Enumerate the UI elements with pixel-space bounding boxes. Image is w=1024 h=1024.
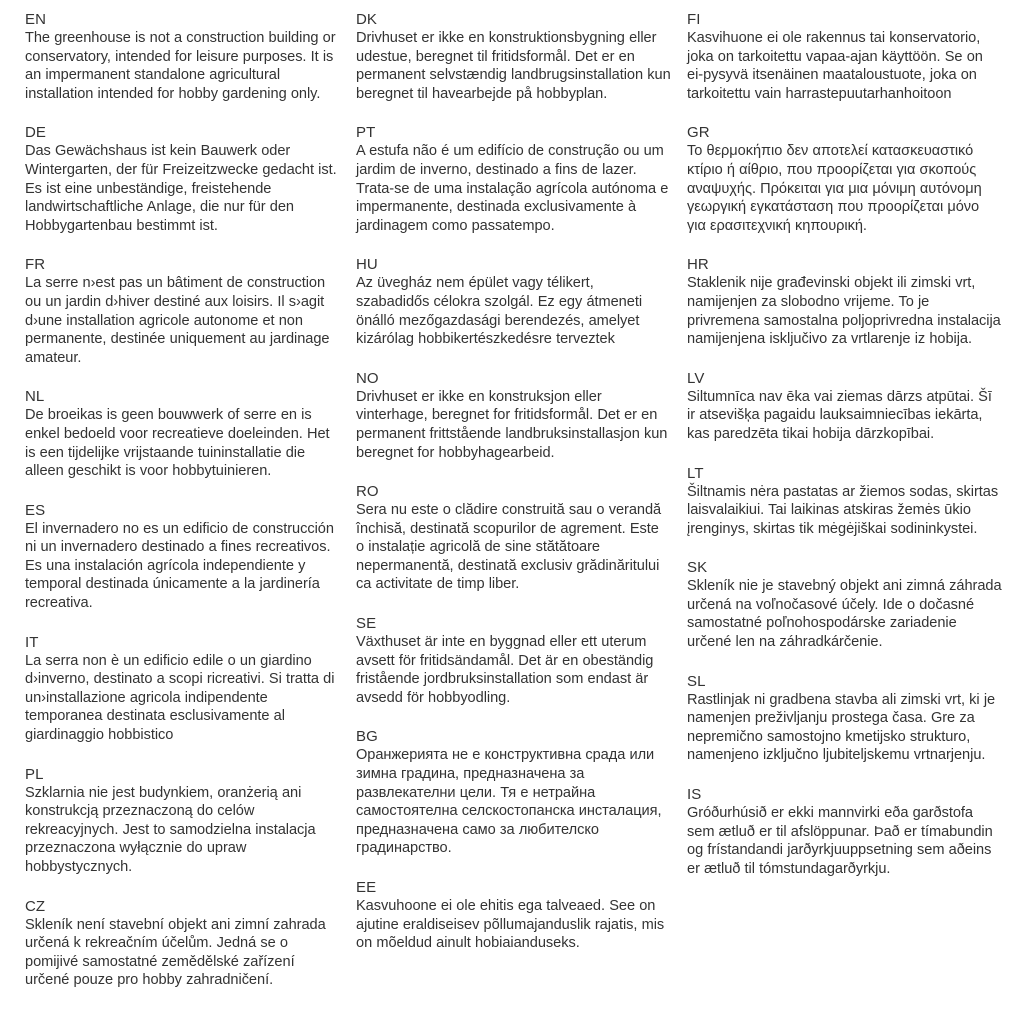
language-code: RO [356,483,379,501]
language-text: La serra non è un edificio edile o un giardino d›inverno, destinato a scopi ricreativi. Si tratta di un›installazione agricola indipendente temporanea destinata esclusivamente al giardinaggio hobbistico [25,652,335,744]
language-text: Drivhuset er ikke en konstruksjon eller vinterhage, beregnet for fritidsformål. Det er en permanent frittstående landbruksinstallasjon kun beregnet for hobbyhagearbeid. [356,388,668,461]
language-text: Gróðurhúsið er ekki mannvirki eða garðstofa sem ætluð er til afslöppunar. Það er tímabundin og frístandandi jarðyrkjuuppsetning sem aðeins er ætluð til tómstundagarðyrkju. [687,805,993,877]
language-column-2 [356,10,671,1016]
language-section [25,765,340,877]
language-code: IS [687,786,702,804]
language-text: Staklenik nije građevinski objekt ili zimski vrt, namijenjen za slobodno vrijeme. To je privremena samostalna poljoprivredna instalacija namijenjena isključivo za vrtlarenje iz hobija. [687,275,1001,348]
language-text: Drivhuset er ikke en konstruktionsbygning eller udestue, beregnet til fritidsformål. Det er en permanent selvstændig landbrugsinstallation kun beregnet til havearbejde på hobbyplan. [356,30,671,102]
language-text: Siltumnīca nav ēka vai ziemas dārzs atpūtai. Šī ir atsevišķa pagaidu lauksaimniecības iekārta, kas paredzēta tikai hobija dārzkopībai. [687,388,992,442]
language-text: Kasvihuone ei ole rakennus tai konservatorio, joka on tarkoitettu vapaa-ajan käyttöön. Se on ei-pysyvä itsenäinen maataloustuote, joka on tarkoitettu vain harrastepuutarhanhoitoon [687,30,983,102]
language-section [356,614,671,707]
language-code: HU [356,256,378,274]
language-section [356,482,671,594]
language-code: PL [25,765,44,783]
language-column-1 [25,10,340,1016]
language-text: Rastlinjak ni gradbena stavba ali zimski vrt, ki je namenjen preživljanju prostega časa. Gre za nepremično samostojno kmetijsko strukturo, namenjeno izključno ljubiteljskemu vrtnarjenju. [687,691,996,764]
language-text: Växthuset är inte en byggnad eller ett uterum avsett för fritidsändamål. Det är en obeständig fristående jordbruksinstallation som endast är avsedd för hobbyodling. [356,634,654,706]
language-code: HR [687,256,709,274]
language-section [687,785,1002,878]
language-section [687,369,1002,444]
language-text: Kasvuhoone ei ole ehitis ega talveaed. See on ajutine eraldiseisev põllumajanduslik rajatis, mis on mõeldud ainult hobiaianduseks. [356,898,665,952]
language-section [687,10,1002,103]
language-text: La serre n›est pas un bâtiment de construction ou un jardin d›hiver destiné aux loisirs. Il s›agit d›une installation agricole autonome et non permanente, destinée uniquement au jardinage amateur. [25,275,330,366]
language-text: Оранжерията не е конструктивна срада или зимна градина, предназначена за развлекателни цели. Тя е нетрайна самостоятелна селскостопанска инсталация, предназначена само за любителско градинарство. [356,747,662,857]
language-section [687,123,1002,235]
language-code: SK [687,559,708,577]
language-text: Šiltnamis nėra pastatas ar žiemos sodas, skirtas laisvalaikiui. Tai laikinas atskiras žemės ūkio įrenginys, skirtas tik mėgėjiškai sodininkystei. [687,483,999,537]
language-code: IT [25,633,39,651]
language-text: El invernadero no es un edificio de construcción ni un invernadero destinado a fines recreativos. Es una instalación agrícola independiente y temporal destinada únicamente a la jardinería recreativa. [25,520,334,612]
language-section [25,10,340,103]
language-section [356,369,671,462]
language-code: EE [356,879,377,896]
language-code: PT [356,124,376,142]
language-text: Skleník nie je stavebný objekt ani zimná záhrada určená na voľnočasové účely. Ide o dočasné samostatné poľnohospodárske zariadenie určené len na záhradkárčenie. [687,578,1002,651]
language-text: Az üvegház nem épület vagy télikert, szabadidős célokra szolgál. Ez egy átmeneti önálló mezőgazdasági berendezés, amelyet kizárólag hobbikertészkedésre terveztek [356,275,643,348]
language-text: Das Gewächshaus ist kein Bauwerk oder Wintergarten, der für Freizeitzwecke gedacht ist. Es ist eine unbeständige, freistehende landwirtschaftliche Anlage, die nur für den Hobbygartenbau bestimmt ist. [25,143,337,234]
language-section [687,255,1002,348]
language-code: NO [356,369,379,387]
language-text: Skleník není stavební objekt ani zimní zahrada určená k rekreačním účelům. Jedná se o pomijivé samostatné zemědělské zařízení určené pouze pro hobby zahradničení. [25,916,326,989]
language-code: FR [25,256,46,274]
language-code: SE [356,615,377,633]
language-code: DE [25,124,47,142]
language-code: BG [356,728,378,746]
language-section [25,897,340,990]
language-section [356,123,671,235]
language-section [687,464,1002,539]
language-section [356,255,671,348]
language-text: Το θερμοκήπιο δεν αποτελεί κατασκευαστικό κτίριο ή αίθριο, που προορίζεται για σκοπούς αναψυχής. Πρόκειται για μια μόνιμη αυτόνομη γεωργική εγκατάσταση που προορίζεται μόνο για ερασιτεχνική κηπουρική. [687,143,982,234]
language-text: Sera nu este o clădire construită sau o verandă închisă, destinată scopurilor de agrement. Este o instalație agricolă de sine stătătoare nepermanentă, destinată exclusiv grădinăritului ca activitate de timp liber. [356,502,662,593]
language-code: SL [687,672,706,690]
language-column-3 [687,10,1002,1016]
language-text: De broeikas is geen bouwwerk of serre en is enkel bedoeld voor recreatieve doeleinden. Het is een tijdelijke vrijstaande tuininstallatie die alleen geschikt is voor hobbytuinieren. [25,407,330,480]
language-code: LV [687,369,705,387]
language-code: NL [25,388,45,406]
language-code: LT [687,464,704,482]
language-section [25,255,340,367]
language-section [25,387,340,480]
language-section [687,672,1002,765]
language-section [356,10,671,103]
language-code: GR [687,124,710,142]
language-code: EN [25,11,47,28]
language-text: The greenhouse is not a construction building or conservatory, intended for leisure purposes. It is an impermanent standalone agricultural installation intended for hobby gardening only. [25,30,336,102]
language-text: A estufa não é um edifício de construção ou um jardim de inverno, destinado a fins de lazer. Trata-se de uma instalação agrícola autónoma e impermanente, destinada exclusivamente à jardinagem como passatempo. [356,143,669,234]
language-text: Szklarnia nie jest budynkiem, oranżerią ani konstrukcją przeznaczoną do celów rekreacyjnych. Jest to samodzielna instalacja przeznaczona wyłącznie do upraw hobbystycznych. [25,784,316,875]
language-code: CZ [25,897,46,915]
language-section [687,558,1002,651]
language-code: DK [356,11,378,28]
language-code: ES [25,501,46,519]
language-section [356,878,671,953]
language-section [25,501,340,613]
language-section [356,727,671,858]
language-code: FI [687,11,701,28]
language-section [25,633,340,745]
language-section [25,123,340,235]
